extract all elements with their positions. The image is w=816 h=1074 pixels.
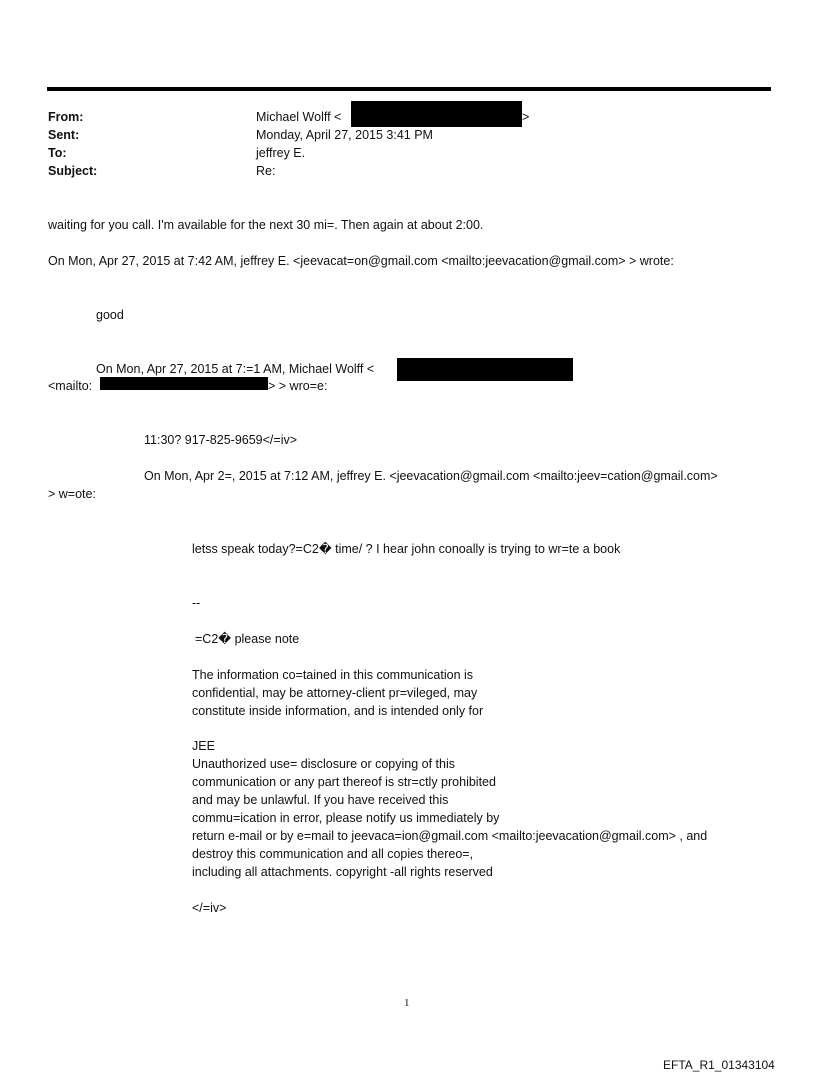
disclaimer-line: The information co=tained in this communication is [192,668,474,682]
quote-text: letss speak today?=C2� time/ ? I hear john conoally is trying to wr=te a book [192,542,621,556]
disclaimer-line: return e-mail or by e=mail to jeevaca=ion@gmail.com <mailto:jeevacation@gmail.com> , and [192,829,708,843]
quote-wrote: > w=ote: [48,487,96,501]
disclaimer-line: destroy this communication and all copies thereo=, [192,847,474,861]
mailto-prefix: <mailto: [48,379,93,393]
quote-end-tag: </=iv> [192,901,227,915]
disclaimer-line: confidential, may be attorney-client pr=vileged, may [192,686,478,700]
disclaimer-line: including all attachments. copyright -all rights reserved [192,865,493,879]
to-value: jeffrey E. [256,146,306,160]
disclaimer-line: communication or any part thereof is str=ctly prohibited [192,775,496,789]
from-value: Michael Wolff < [256,110,342,124]
disclaimer-line: and may be unlawful. If you have received this [192,793,449,807]
subject-label: Subject: [48,164,98,178]
disclaimer-line: commu=ication in error, please notify us immediately by [192,811,500,825]
signature-dashes: -- [192,596,201,610]
redaction-box [397,358,573,381]
from-label: From: [48,110,84,124]
header-rule [47,87,771,91]
sent-value: Monday, April 27, 2015 3:41 PM [256,128,433,142]
reply-text: waiting for you call. I'm available for the next 30 mi=. Then again at about 2:00. [48,218,484,232]
disclaimer-line: constitute inside information, and is intended only for [192,704,484,718]
disclaimer-line: Unauthorized use= disclosure or copying of this [192,757,455,771]
quote-attribution: On Mon, Apr 27, 2015 at 7:42 AM, jeffrey E. <jeevacat=on@gmail.com <mailto:jeevacation@gmail.com> > wrote: [48,254,674,268]
document-id: EFTA_R1_01343104 [663,1058,775,1072]
from-close: > [522,110,530,124]
page-number: 1 [404,997,410,1009]
quote-text: good [96,308,124,322]
disclaimer-line: JEE [192,739,215,753]
quote-attribution: On Mon, Apr 27, 2015 at 7:=1 AM, Michael Wolff < [96,362,375,376]
redaction-box [100,377,268,390]
quote-text: 11:30? 917-825-9659</=iv> [144,433,298,447]
sent-label: Sent: [48,128,80,142]
subject-value: Re: [256,164,276,178]
redaction-box [351,101,522,127]
quote-wrote: > > wro=e: [268,379,328,393]
quote-attribution: On Mon, Apr 2=, 2015 at 7:12 AM, jeffrey E. <jeevacation@gmail.com <mailto:jeev=cation@gmail.com> [144,469,718,483]
to-label: To: [48,146,67,160]
disclaimer-heading: =C2� please note [195,632,300,646]
